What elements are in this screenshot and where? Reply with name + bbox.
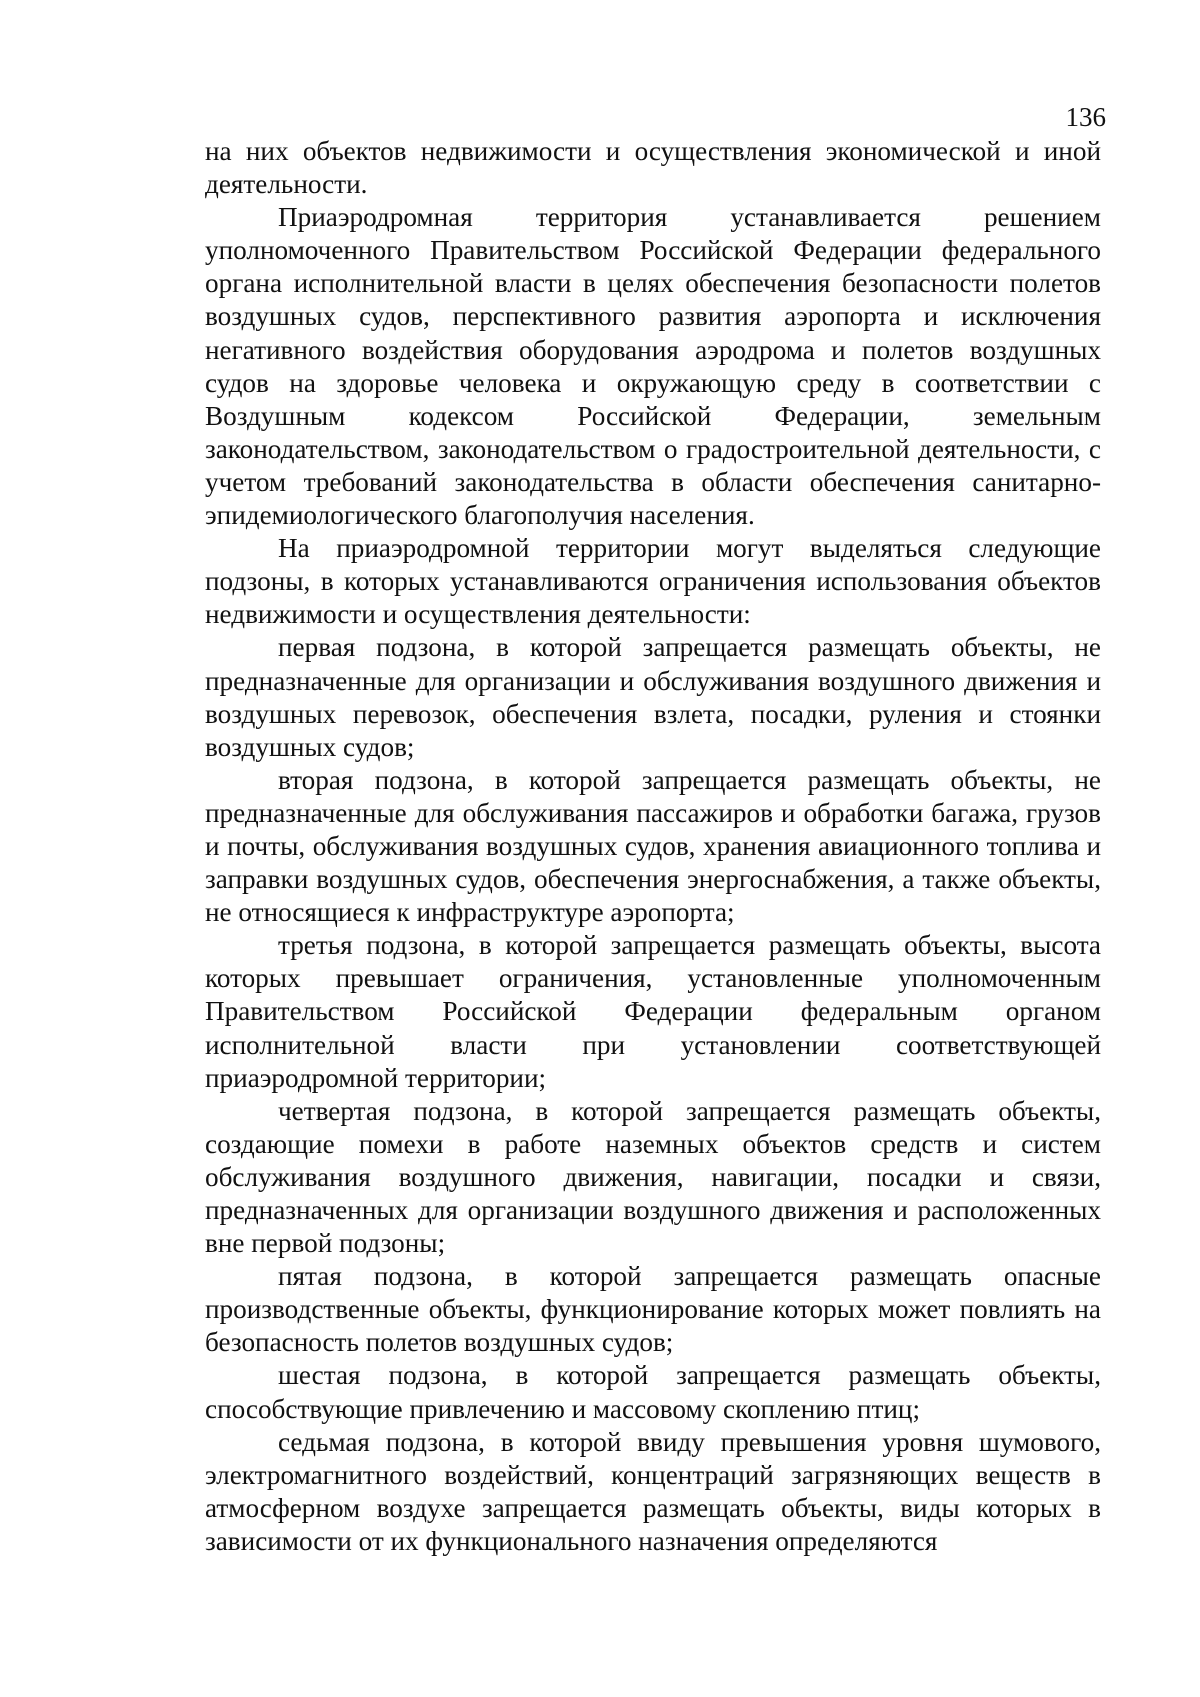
- paragraph-subzone-2: вторая подзона, в которой запрещается размещать объекты, не предназначенные для обслуживания пассажиров и обработки багажа, грузов и почты, обслуживания воздушных судов, хранения авиационного топлива и заправки воздушных судов, обеспечения энергоснабжения, а также объекты, не относящиеся к инфраструктуре аэропорта;: [205, 764, 1101, 928]
- paragraph-subzone-4: четвертая подзона, в которой запрещается размещать объекты, создающие помехи в работе наземных объектов средств и систем обслуживания воздушного движения, навигации, посадки и связи, предназначенных для организации воздушного движения и расположенных вне первой подзоны;: [205, 1095, 1101, 1259]
- paragraph-subzone-1: первая подзона, в которой запрещается размещать объекты, не предназначенные для организации и обслуживания воздушного движения и воздушных перевозок, обеспечения взлета, посадки, руления и стоянки воздушных судов;: [205, 632, 1101, 762]
- paragraph-subzones-intro: На приаэродромной территории могут выделяться следующие подзоны, в которых устанавливаются ограничения использования объектов недвижимости и осуществления деятельности:: [205, 533, 1101, 630]
- paragraph-subzone-6: шестая подзона, в которой запрещается размещать объекты, способствующие привлечению и массовому скоплению птиц;: [205, 1360, 1101, 1424]
- page-number: 136: [1065, 102, 1106, 132]
- paragraph-subzone-3: третья подзона, в которой запрещается размещать объекты, высота которых превышает ограничения, установленные уполномоченным Правительством Российской Федерации федеральным органом исполнительной власти при установлении соответствующей приаэродромной территории;: [205, 930, 1101, 1093]
- paragraph-aerodrome-territory: Приаэродромная территория устанавливается решением уполномоченного Правительством Российской Федерации федерального органа исполнительной власти в целях обеспечения безопасности полетов воздушных судов, перспективного развития аэропорта и исключения негативного воздействия оборудования аэродрома и полетов воздушных судов на здоровье человека и окружающую среду в соответствии с Воздушным кодексом Российской Федерации, земельным законодательством, законодательством о градостроительной деятельности, с учетом требований законодательства в области обеспечения санитарно-эпидемиологического благополучия населения.: [205, 202, 1101, 531]
- paragraph-subzone-5: пятая подзона, в которой запрещается размещать опасные производственные объекты, функционирование которых может повлиять на безопасность полетов воздушных судов;: [205, 1261, 1101, 1358]
- paragraph-continuation: на них объектов недвижимости и осуществления экономической и иной деятельности.: [205, 136, 1101, 200]
- paragraph-subzone-7: седьмая подзона, в которой ввиду превышения уровня шумового, электромагнитного воздействий, концентраций загрязняющих веществ в атмосферном воздухе запрещается размещать объекты, виды которых в зависимости от их функционального назначения определяются: [205, 1426, 1101, 1556]
- document-body: [205, 135, 1101, 1558]
